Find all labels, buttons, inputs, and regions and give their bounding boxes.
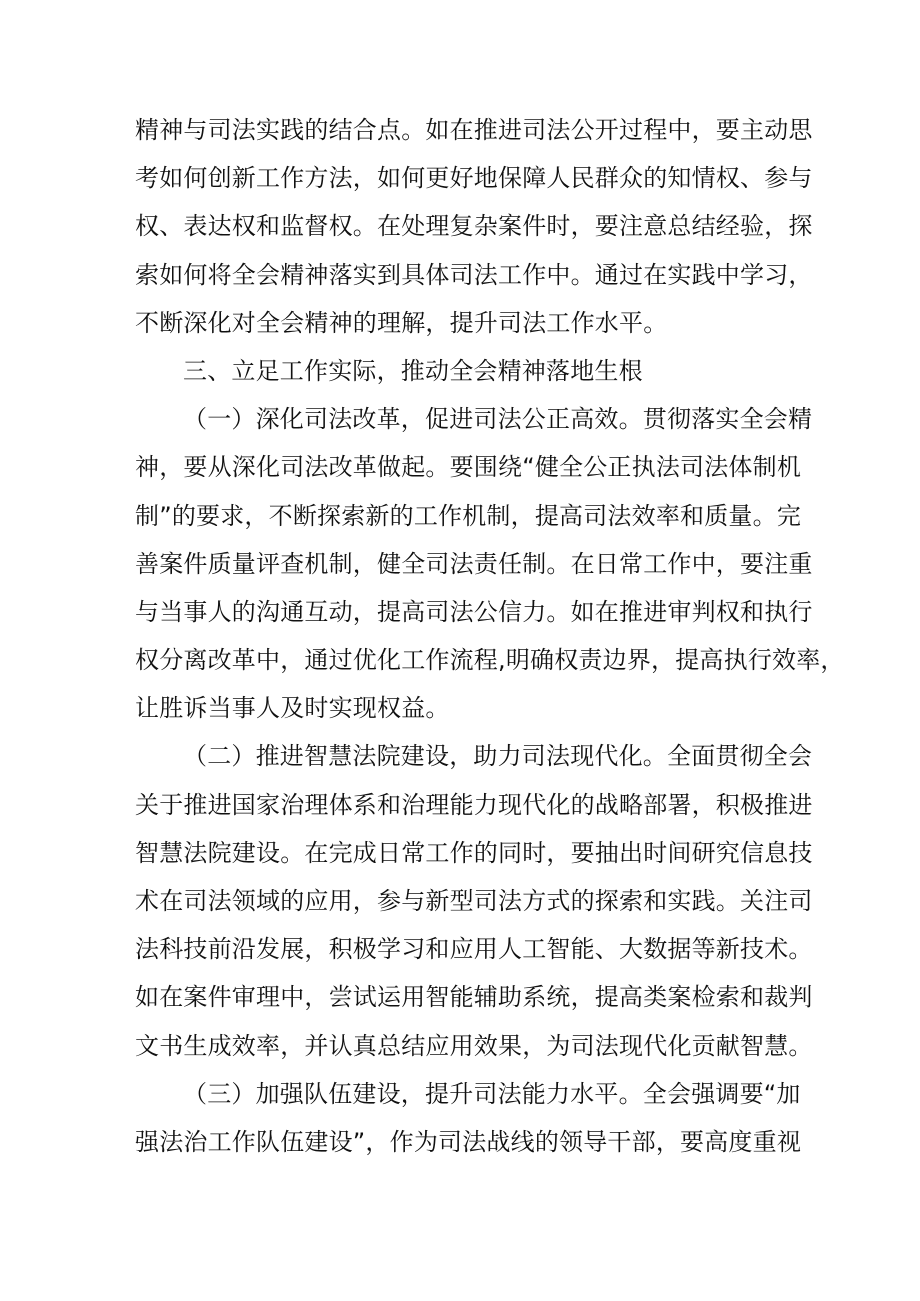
paragraph-line: 索如何将全会精神落实到具体司法工作中。通过在实践中学习，: [135, 260, 813, 289]
paragraph-line: 神，要从深化司法改革做起。要围绕“健全公正执法司法体制机: [135, 453, 802, 482]
paragraph-line: 权分离改革中，通过优化工作流程,明确权责边界，提高执行效率，: [135, 646, 845, 675]
paragraph-line: 文书生成效率，并认真总结应用效果，为司法现代化贡献智慧。: [135, 1031, 813, 1060]
paragraph-line: 关于推进国家治理体系和治理能力现代化的战略部署，积极推进: [135, 790, 813, 819]
paragraph-line: 与当事人的沟通互动，提高司法公信力。如在推进审判权和执行: [135, 597, 813, 626]
paragraph-line: 如在案件审理中，尝试运用智能辅助系统，提高类案检索和裁判: [135, 983, 813, 1012]
paragraph-line: （一）深化司法改革，促进司法公正高效。贯彻落实全会精: [183, 405, 813, 434]
paragraph-line: 法科技前沿发展，积极学习和应用人工智能、大数据等新技术。: [135, 935, 813, 964]
paragraph-line: 考如何创新工作方法，如何更好地保障人民群众的知情权、参与: [135, 164, 813, 193]
paragraph-line: 权、表达权和监督权。在处理复杂案件时，要注意总结经验，探: [135, 212, 813, 241]
paragraph-line: 强法治工作队伍建设”，作为司法战线的领导干部，要高度重视: [135, 1127, 802, 1156]
paragraph-line: 不断深化对全会精神的理解，提升司法工作水平。: [135, 308, 668, 337]
paragraph-line: 制”的要求，不断探索新的工作机制，提高司法效率和质量。完: [135, 501, 802, 530]
paragraph-line: 术在司法领域的应用，参与新型司法方式的探索和实践。关注司: [135, 887, 813, 915]
paragraph-line: 让胜诉当事人及时实现权益。: [135, 694, 450, 723]
paragraph-line: （二）推进智慧法院建设，助力司法现代化。全面贯彻全会: [183, 742, 813, 771]
paragraph-line: 智慧法院建设。在完成日常工作的同时，要抽出时间研究信息技: [135, 838, 813, 867]
paragraph-line: 善案件质量评查机制，健全司法责任制。在日常工作中，要注重: [135, 549, 813, 578]
document-body: [135, 106, 845, 1166]
paragraph-line: 精神与司法实践的结合点。如在推进司法公开过程中，要主动思: [135, 116, 813, 144]
paragraph-line: （三）加强队伍建设，提升司法能力水平。全会强调要“加: [183, 1079, 801, 1108]
section-heading: 三、立足工作实际，推动全会精神落地生根: [183, 356, 643, 385]
